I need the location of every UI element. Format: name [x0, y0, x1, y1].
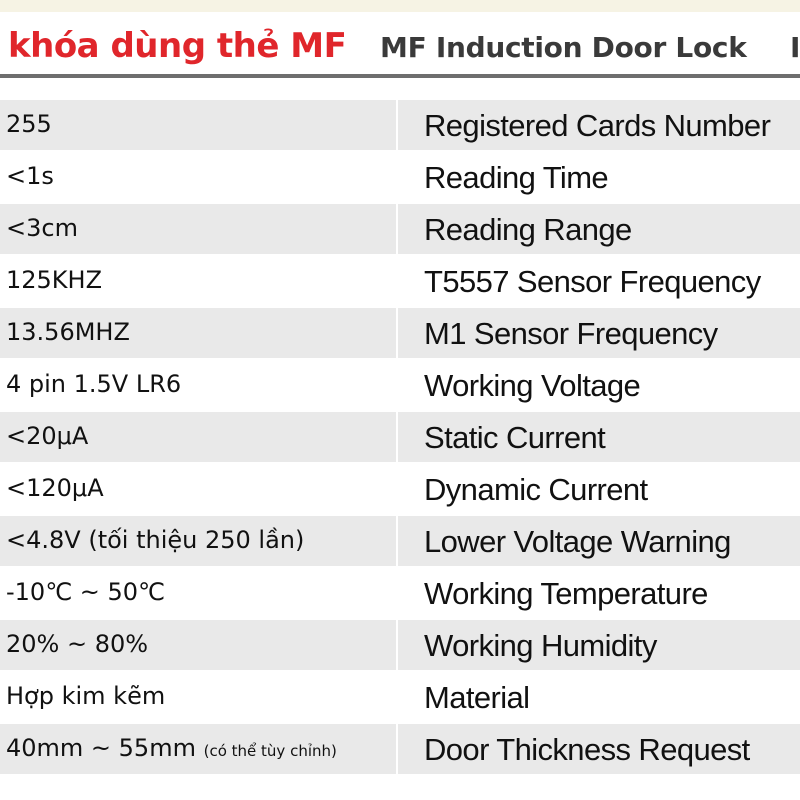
- spec-label: Working Voltage: [424, 368, 641, 403]
- spec-label-cell: [398, 464, 800, 514]
- spec-row: [0, 152, 800, 204]
- spec-label: Registered Cards Number: [424, 108, 771, 143]
- spec-value-cell: [0, 100, 396, 150]
- spec-value: <1s: [6, 162, 54, 190]
- spec-label: Static Current: [424, 420, 606, 455]
- spec-row: [0, 724, 800, 776]
- spec-label-cell: [398, 100, 800, 150]
- spec-value-cell: [0, 620, 396, 670]
- spec-value-cell: [0, 672, 396, 722]
- header-divider: [0, 74, 800, 78]
- spec-value: Hợp kim kẽm: [6, 682, 166, 710]
- spec-row: [0, 256, 800, 308]
- spec-value: 255: [6, 110, 52, 138]
- spec-value-cell: [0, 152, 396, 202]
- spec-label-cell: [398, 412, 800, 462]
- spec-value: 20% ~ 80%: [6, 630, 149, 658]
- spec-label: Reading Range: [424, 212, 632, 247]
- spec-label-cell: [398, 672, 800, 722]
- spec-label-cell: [398, 360, 800, 410]
- spec-row: [0, 620, 800, 672]
- spec-row: [0, 360, 800, 412]
- spec-label: Door Thickness Request: [424, 732, 750, 767]
- spec-label-cell: [398, 256, 800, 306]
- spec-value: <20μA: [6, 422, 89, 450]
- spec-value: <4.8V (tối thiệu 250 lần): [6, 526, 305, 554]
- spec-value: 40mm ~ 55mm: [6, 734, 196, 762]
- title-vietnamese: khóa dùng thẻ MF: [8, 26, 347, 66]
- spec-label: Lower Voltage Warning: [424, 524, 731, 559]
- spec-label-cell: [398, 620, 800, 670]
- title-english: MF Induction Door Lock: [380, 31, 747, 64]
- spec-label: Working Temperature: [424, 576, 708, 611]
- spec-value: 13.56MHZ: [6, 318, 130, 346]
- spec-row: [0, 464, 800, 516]
- spec-value: <120μA: [6, 474, 104, 502]
- spec-label: Material: [424, 680, 530, 715]
- spec-value-cell: [0, 724, 396, 774]
- header: [0, 12, 800, 74]
- spec-row: [0, 672, 800, 724]
- spec-label: Dynamic Current: [424, 472, 648, 507]
- spec-label-cell: [398, 308, 800, 358]
- spec-value: <3cm: [6, 214, 78, 242]
- spec-row: [0, 100, 800, 152]
- spec-value-note: (có thể tùy chỉnh): [203, 742, 337, 760]
- spec-label: Working Humidity: [424, 628, 657, 663]
- spec-label-cell: [398, 568, 800, 618]
- title-cut-off: I: [790, 31, 800, 64]
- spec-row: [0, 568, 800, 620]
- spec-value-cell: [0, 256, 396, 306]
- spec-row: [0, 204, 800, 256]
- spec-row: [0, 308, 800, 360]
- spec-label: M1 Sensor Frequency: [424, 316, 718, 351]
- spec-row: [0, 412, 800, 464]
- spec-label-cell: [398, 724, 800, 774]
- spec-value-cell: [0, 412, 396, 462]
- spec-value: 4 pin 1.5V LR6: [6, 370, 182, 398]
- spec-value: -10℃ ~ 50℃: [6, 578, 166, 606]
- spec-label: Reading Time: [424, 160, 609, 195]
- spec-value-cell: [0, 516, 396, 566]
- spec-label: T5557 Sensor Frequency: [424, 264, 761, 299]
- spec-value-cell: [0, 464, 396, 514]
- spec-label-cell: [398, 516, 800, 566]
- spec-label-cell: [398, 152, 800, 202]
- spec-value-cell: [0, 308, 396, 358]
- spec-label-cell: [398, 204, 800, 254]
- spec-row: [0, 516, 800, 568]
- spec-value-cell: [0, 568, 396, 618]
- spec-value-cell: [0, 204, 396, 254]
- spec-table: [0, 100, 800, 800]
- spec-value-cell: [0, 360, 396, 410]
- spec-value: 125KHZ: [6, 266, 103, 294]
- top-strip: [0, 0, 800, 12]
